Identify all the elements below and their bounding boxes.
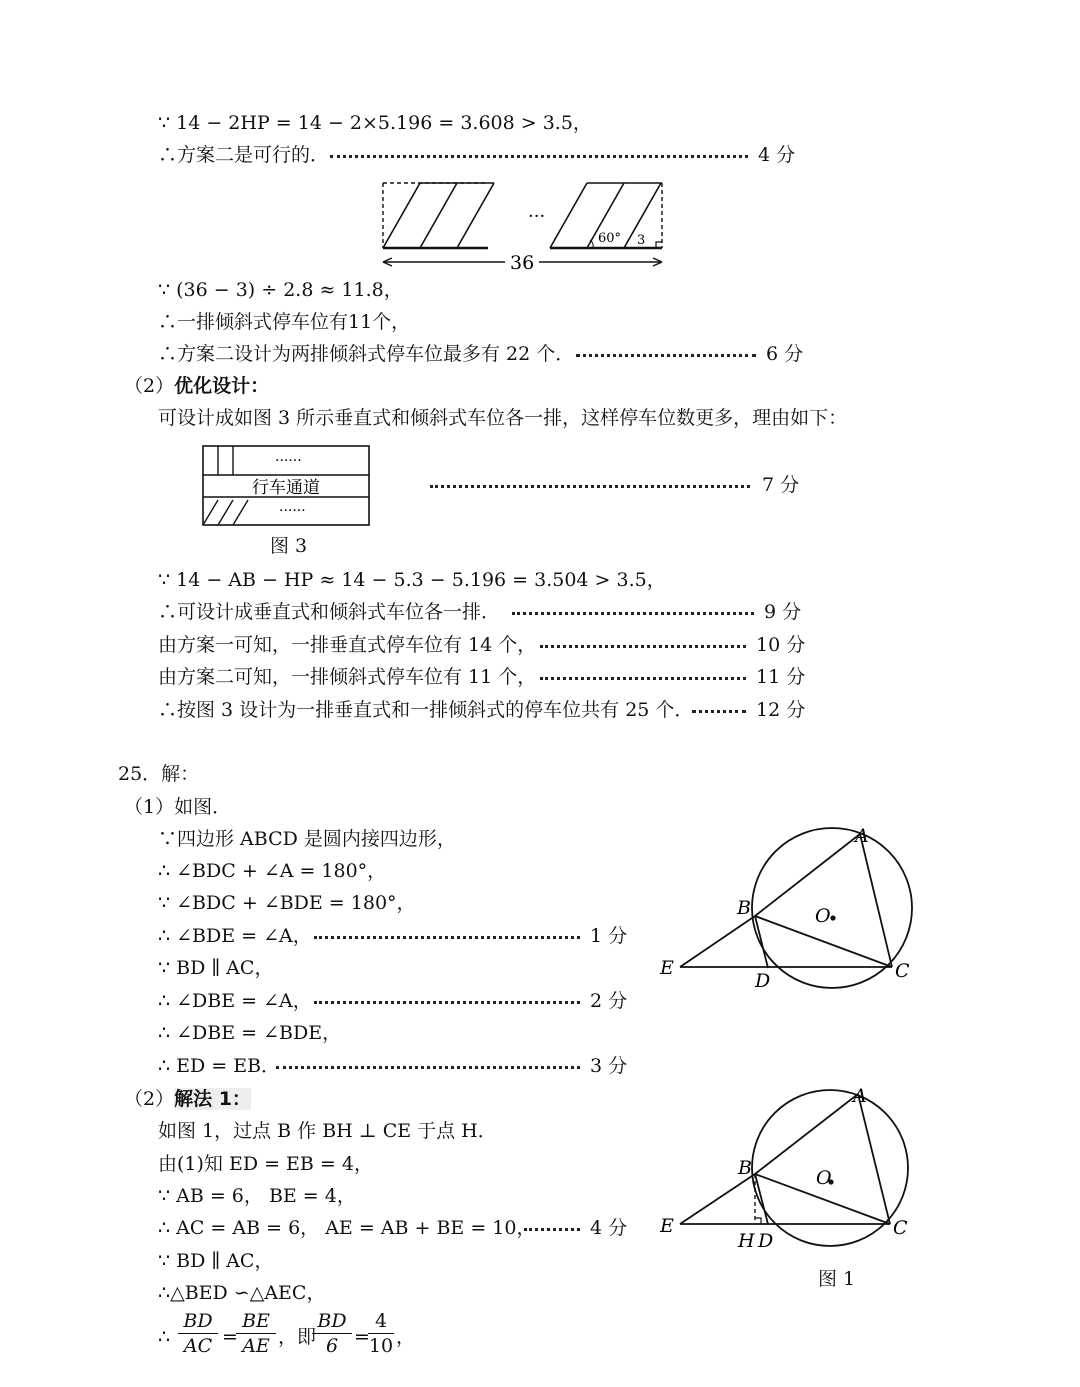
problem-25-heading: 25．解：	[118, 763, 200, 785]
leader-dots	[314, 1001, 580, 1004]
sol24-line-1: ∵ 14 − 2HP = 14 − 2×5.196 = 3.608 > 3.5，	[158, 112, 592, 134]
fig-a-dots: ···	[528, 206, 546, 227]
len-3-label: 3	[637, 233, 646, 248]
sol24-line-10: 由方案二可知，一排倾斜式停车位有 11 个，	[158, 666, 537, 688]
sol25-b7-end: ，	[396, 1326, 416, 1348]
sol25-b6: ∴△BED ∽△AEC，	[158, 1282, 326, 1304]
part-2-heading: （2）优化设计：	[124, 375, 270, 397]
sol24-line-9: 由方案一可知，一排垂直式停车位有 14 个，	[158, 634, 537, 656]
figure-3-caption: 图 3	[270, 535, 308, 557]
leader-dots	[576, 354, 756, 357]
leader-dots	[314, 936, 580, 939]
sol25-a8: ∴ ED = EB．	[158, 1055, 281, 1077]
sol25-b1: 如图 1，过点 B 作 BH ⊥ CE 于点 H．	[158, 1120, 497, 1142]
sol24-line-11: ∴按图 3 设计为一排垂直式和一排倾斜式的停车位共有 25 个．	[158, 699, 694, 721]
label-E: E	[660, 1215, 674, 1237]
score-2: 2 分	[590, 990, 628, 1012]
sol25-a6: ∴ ∠DBE = ∠A，	[158, 990, 312, 1012]
lane-label: 行车通道	[252, 478, 320, 498]
fraction-bd-ac: $\frac{BD}{AC}$	[178, 1309, 218, 1358]
score-7: 7 分	[762, 474, 800, 496]
figure-3-layout	[202, 445, 377, 529]
leader-dots	[692, 710, 746, 713]
score-10: 10 分	[756, 634, 806, 656]
slanted-parking-figure	[380, 180, 680, 280]
sol25-b7-prefix: ∴	[158, 1326, 171, 1348]
sol24-line-2: ∴方案二是可行的．	[158, 144, 330, 166]
score-3: 3 分	[590, 1055, 628, 1077]
label-B: B	[738, 1157, 752, 1179]
equals-sign: =	[354, 1326, 370, 1348]
sol24-line-7: ∵ 14 − AB − HP ≈ 14 − 5.3 − 5.196 = 3.504 > 3.5，	[158, 569, 666, 591]
score-4: 4 分	[758, 144, 796, 166]
leader-dots	[512, 612, 754, 615]
label-D: D	[758, 1230, 774, 1252]
label-A: A	[853, 1085, 867, 1107]
sol24-line-5: ∴方案二设计为两排倾斜式停车位最多有 22 个．	[158, 343, 575, 365]
label-B: B	[737, 897, 751, 919]
sol25-a5: ∵ BD ∥ AC，	[158, 957, 274, 979]
sol25-a3: ∵ ∠BDC + ∠BDE = 180°，	[158, 892, 416, 914]
sol25-a2: ∴ ∠BDC + ∠A = 180°，	[158, 860, 387, 882]
sol25-b4: ∴ AC = AB = 6， AE = AB + BE = 10，	[158, 1217, 536, 1239]
leader-dots	[524, 1228, 580, 1231]
circle-figure-part1	[650, 822, 920, 1002]
sol24-line-8: ∴可设计成垂直式和倾斜式车位各一排．	[158, 601, 501, 623]
label-O: O	[816, 1167, 832, 1189]
label-C: C	[895, 960, 910, 982]
sol25-a4: ∴ ∠BDE = ∠A，	[158, 925, 312, 947]
fraction-bd-6: $\frac{BD}{6}$	[312, 1309, 352, 1358]
sol25-a1: ∵四边形 ABCD 是圆内接四边形，	[158, 828, 456, 850]
sol25-b5: ∵ BD ∥ AC，	[158, 1250, 274, 1272]
sol24-line-4: ∴一排倾斜式停车位有11个，	[158, 311, 411, 333]
leader-dots	[540, 645, 746, 648]
part-1-heading: （1）如图．	[124, 796, 232, 818]
sol25-b2: 由(1)知 ED = EB = 4，	[158, 1153, 373, 1175]
label-D: D	[755, 970, 771, 992]
label-O: O	[815, 905, 831, 927]
sol24-line-6: 可设计成如图 3 所示垂直式和倾斜式车位各一排，这样停车位数更多，理由如下：	[158, 407, 848, 429]
score-11: 11 分	[756, 666, 806, 688]
fig3-top-dots: ······	[275, 453, 302, 469]
part-2-method-heading: （2）解法 1：	[124, 1088, 251, 1110]
circle-figure-1	[650, 1082, 920, 1282]
sol24-line-3: ∵ (36 − 3) ÷ 2.8 ≈ 11.8，	[158, 279, 403, 301]
score-4b: 4 分	[590, 1217, 628, 1239]
sol25-b3: ∵ AB = 6， BE = 4，	[158, 1185, 356, 1207]
fraction-4-10: $\frac{4}{10}$	[368, 1310, 394, 1357]
score-1: 1 分	[590, 925, 628, 947]
leader-dots	[430, 485, 750, 488]
score-6: 6 分	[766, 343, 804, 365]
fraction-be-ae: $\frac{BE}{AE}$	[236, 1309, 276, 1358]
width-36-label: 36	[510, 252, 535, 274]
label-E: E	[660, 957, 674, 979]
fig3-bottom-dots: ······	[279, 503, 306, 519]
angle-60-label: 60°	[598, 231, 622, 246]
sol25-b7-mid: ，即	[278, 1326, 317, 1348]
score-12: 12 分	[756, 699, 806, 721]
sol25-a7: ∴ ∠DBE = ∠BDE，	[158, 1022, 342, 1044]
leader-dots	[540, 677, 746, 680]
figure-1-caption: 图 1	[818, 1268, 856, 1290]
equals-sign: =	[222, 1326, 238, 1348]
leader-dots	[330, 155, 748, 158]
leader-dots	[276, 1066, 580, 1069]
label-A: A	[855, 825, 869, 847]
label-H: H	[738, 1230, 755, 1252]
label-C: C	[893, 1217, 908, 1239]
score-9: 9 分	[764, 601, 802, 623]
